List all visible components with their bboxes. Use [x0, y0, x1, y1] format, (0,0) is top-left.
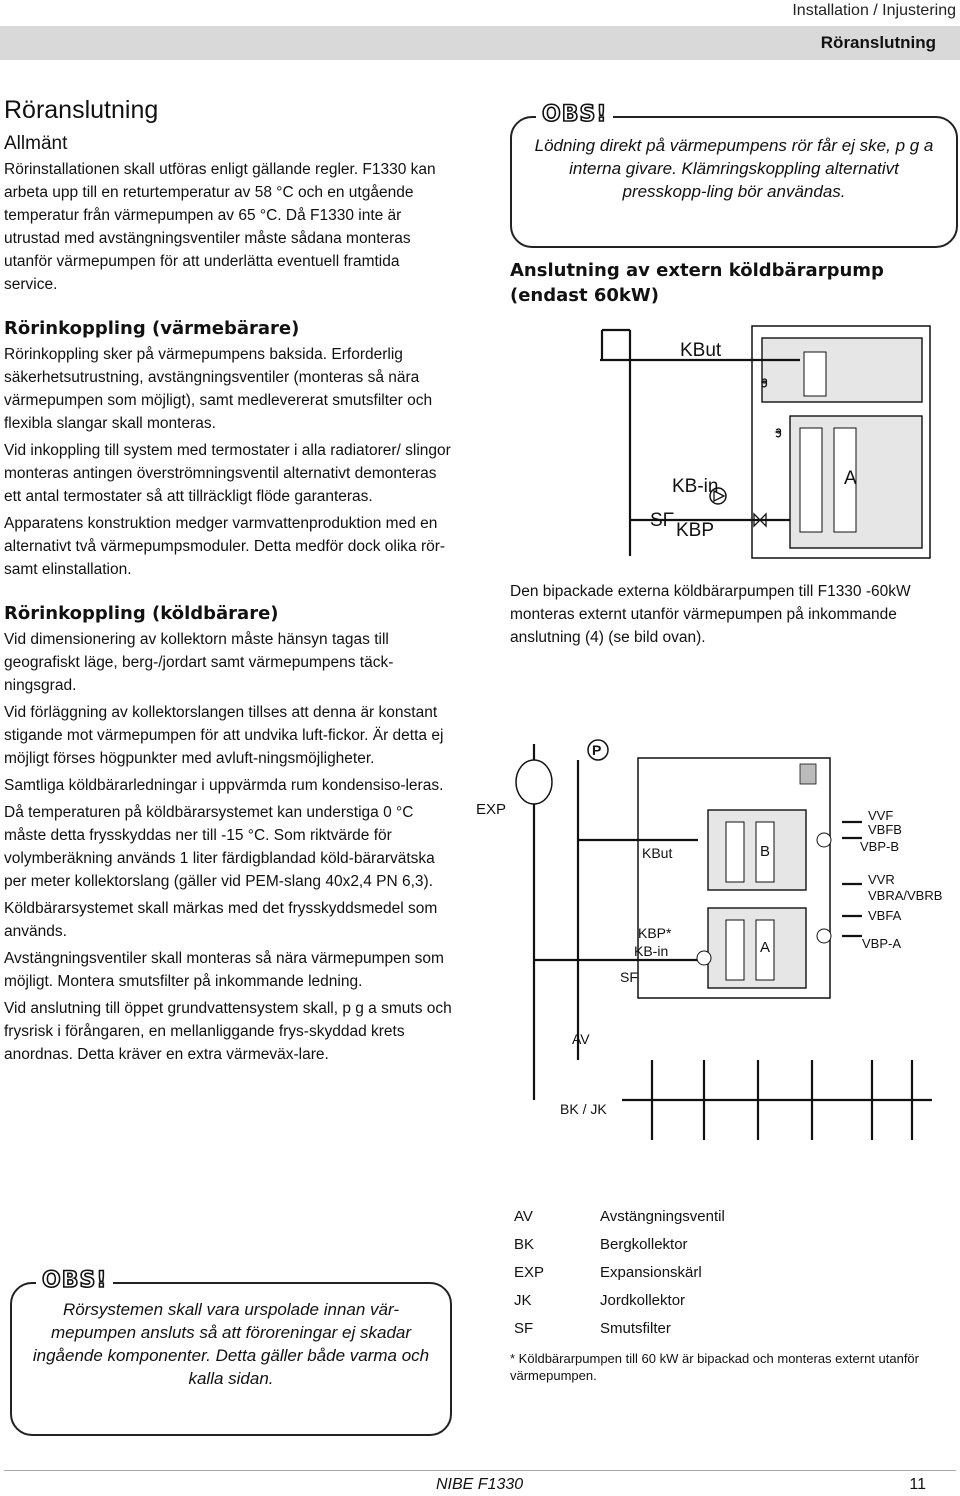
diag2-vbfa: VBFA: [868, 908, 902, 923]
varmebarare-heading: Rörinkoppling (värmebärare): [4, 318, 300, 339]
obs-text-right: Lödning direkt på värmepumpens rör får ej ske, p g a interna givare. Klämringskoppling alternativt presskopp-ling bör användas.: [534, 136, 934, 201]
diag1-kbut: KBut: [680, 340, 722, 361]
obs-logo-right: OBS!: [536, 102, 613, 127]
legend-desc: Jordkollektor: [600, 1292, 686, 1309]
obs-logo-left: OBS!: [36, 1268, 113, 1293]
diag1-kbp: KBP: [676, 520, 715, 541]
pump-text: Den bipackade externa köldbärarpumpen till F1330 -60kW monteras externt utanför värmepumpen på inkommande anslutning (4) (se bild ovan).: [510, 583, 911, 646]
diag2-vbra: VBRA/VBRB: [868, 888, 943, 903]
obs-box-right: [510, 102, 958, 248]
koldbarare-p3: Samtliga köldbärarledningar i uppvärmda rum kondensiso-leras.: [4, 777, 444, 794]
legend-desc: Expansionskärl: [600, 1264, 702, 1281]
obs-box-left: [10, 1268, 452, 1436]
koldbarare-p4: Då temperaturen på köldbärarsystemet kan understiga 0 °C måste detta frysskyddas ner till -15 °C. Som riktvärde för volymberäkning används 1 liter färdigblandad köld-bärarvätska per meter kollektorslang (gäller vid PEM-slang 40x2,4 PN 6,3).: [4, 804, 435, 890]
legend-abbr: JK: [514, 1292, 532, 1309]
legend-abbr: SF: [514, 1320, 534, 1337]
diag2-vbfb: VBFB: [868, 822, 902, 837]
left-column: [4, 96, 456, 1070]
diag2-vbpb: VBP-B: [860, 839, 900, 854]
koldbarare-p6: Avstängningsventiler skall monteras så nära värmepumpen som möjligt. Montera smutsfilter på inkommande ledning.: [4, 950, 444, 990]
legend-desc: Avstängningsventil: [600, 1208, 725, 1225]
legend-desc: Smutsfilter: [600, 1320, 671, 1337]
allmant-heading: Allmänt: [4, 133, 68, 154]
page-number: 11: [909, 1476, 926, 1493]
diag1-a: A: [844, 468, 857, 489]
header-chapter: Röranslutning: [820, 33, 936, 52]
footnote: * Köldbärarpumpen till 60 kW är bipackad och monteras externt utanför värmepumpen.: [510, 1351, 919, 1383]
koldbarare-p2: Vid förläggning av kollektorslangen tillses att denna är konstant stigande mot värmepumpen för att undvika luft-fickor. Är detta ej möjligt förses högpunkter med avluft-ningsmöjligheter.: [4, 704, 444, 767]
system-schematic: [472, 730, 950, 1140]
diag2-bkjk: BK / JK: [560, 1101, 607, 1117]
footer-product: NIBE F1330: [436, 1476, 524, 1493]
footer-rule: [4, 1470, 956, 1471]
diag2-exp: EXP: [476, 801, 507, 818]
koldbarare-p7: Vid anslutning till öppet grundvattensystem skall, p g a smuts och frysrisk i förångaren, en mellanliggande frys-skyddad krets anordnas. Detta kräver en extra värmeväx-lare.: [4, 1000, 452, 1063]
diag1-kbin: KB-in: [672, 476, 719, 497]
heat-exchanger-1: [804, 352, 826, 396]
page-title: Röranslutning: [4, 96, 159, 124]
allmant-text: Rörinstallationen skall utföras enligt gällande regler. F1330 kan arbeta upp till en returtemperatur av 58 °C och en utgående temperatur från värmepumpen av 65 °C. Då F1330 inte är utrustad med avstängningsventiler måste sådana monteras utanför värmepumpen för att underlätta eventuell framtida service.: [4, 161, 436, 293]
legend-abbr: AV: [514, 1208, 533, 1225]
module-upper: [762, 338, 922, 402]
display-panel: [800, 764, 816, 784]
varmebarare-p3: Apparatens konstruktion medger varmvattenproduktion med en alternativt två värmepumpsmoduler. Detta medför dock olika rör- samt elinstallation.: [4, 515, 446, 578]
diag2-av: AV: [572, 1031, 590, 1047]
diag2-a: A: [760, 939, 771, 956]
diag1-sf: SF: [650, 510, 675, 531]
diag2-b: B: [760, 843, 771, 860]
obs-text-left: Rörsystemen skall vara urspolade innan vär-mepumpen ansluts så att föroreningar ej skadar ingående komponenter. Detta gäller både varma och kalla sidan.: [32, 1300, 430, 1388]
header-bar: [0, 26, 960, 60]
diag2-kbut: KBut: [642, 845, 673, 861]
koldbarare-p1: Vid dimensionering av kollektorn måste hänsyn tagas till geografiskt läge, berg-/jordart samt värmepumpens täck-ningsgrad.: [4, 631, 394, 694]
expansion-vessel: [516, 760, 552, 804]
diag2-kbin: KB-in: [634, 943, 669, 959]
legend-abbr: EXP: [514, 1264, 545, 1281]
koldbarare-p5: Köldbärarsystemet skall märkas med det frysskyddsmedel som används.: [4, 900, 438, 940]
legend-desc: Bergkollektor: [600, 1236, 688, 1253]
heat-exchanger-2: [800, 428, 822, 532]
legend-abbr: BK: [514, 1236, 535, 1253]
diag2-p: P: [592, 742, 602, 758]
diag2-vvf: VVF: [868, 808, 894, 823]
varmebarare-p1: Rörinkoppling sker på värmepumpens baksida. Erforderlig säkerhetsutrustning, avstängningsventiler (monteras så nära värmepumpen som möjligt), samt medlevererat smutsfilter och flexibla slangar skall monteras.: [4, 346, 433, 432]
pump-connection-diagram: [590, 320, 950, 570]
diag2-vvr: VVR: [868, 872, 895, 887]
varmebarare-p2: Vid inkoppling till system med termostater i alla radiatorer/ slingor monteras antingen överströmningsventil alternativt demonteras ett antal termostater så att tillräckligt flöde garanteras.: [4, 442, 451, 505]
koldbarare-heading: Rörinkoppling (köldbärare): [4, 603, 279, 624]
diag2-vbpa: VBP-A: [862, 936, 902, 951]
diag2-kbp: KBP*: [638, 925, 672, 941]
pump-heading: Anslutning av extern köldbärarpump (endast 60kW): [510, 260, 884, 306]
diag2-sf: SF: [620, 969, 638, 985]
header-section: Installation / Injustering: [792, 2, 956, 19]
